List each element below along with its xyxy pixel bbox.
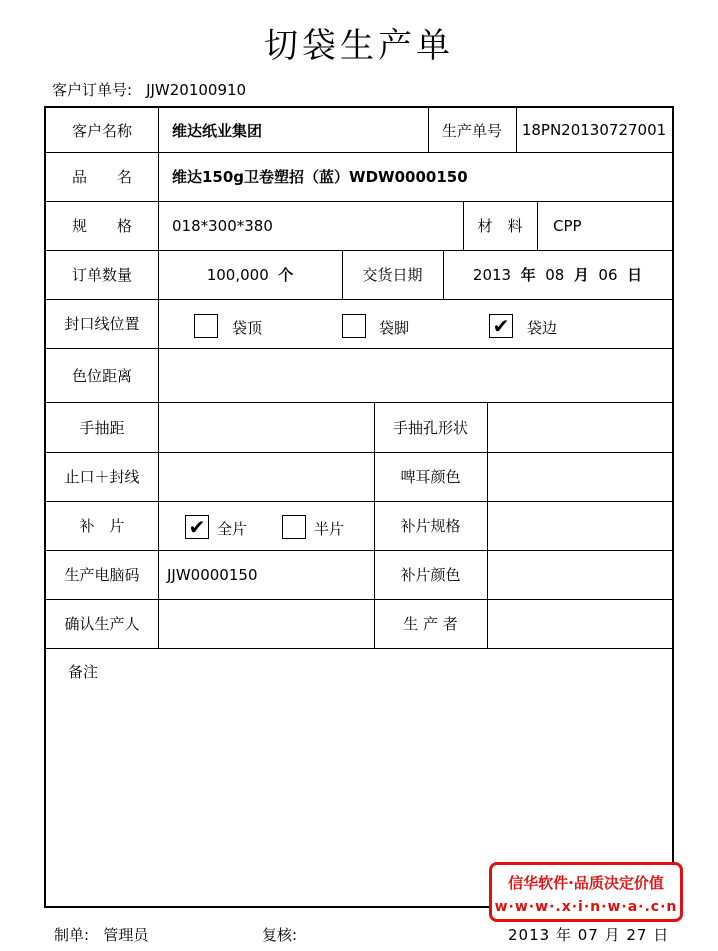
- option-side-label: 袋边: [527, 319, 558, 337]
- maker-value: 管理员: [103, 926, 149, 944]
- stamp-url: w·w·w·.x·i·n·w·a·.c·n: [494, 899, 678, 915]
- checkbox-bottom[interactable]: [342, 314, 366, 338]
- full-patch-label: 全片: [217, 520, 248, 538]
- stop-seal-label: 止口＋封线: [64, 468, 140, 486]
- handle-hole-shape-label: 手抽孔形状: [392, 418, 468, 437]
- year-unit: 年: [520, 266, 536, 284]
- delivery-year: 2013: [472, 265, 512, 284]
- spec-value: 018*300*380: [172, 216, 273, 235]
- stamp-slogan: 信华软件·品质决定价值: [508, 874, 664, 892]
- spec-label: 规 格: [71, 217, 132, 235]
- seal-position-label: 封口线位置: [64, 315, 140, 333]
- half-patch-label: 半片: [314, 520, 345, 538]
- production-no-value: 18PN20130727001: [521, 121, 667, 139]
- customer-name-value: 维达纸业集团: [172, 121, 263, 140]
- order-qty-value: [158, 250, 342, 299]
- software-watermark-stamp: [489, 862, 683, 922]
- checkbox-full-patch[interactable]: [185, 515, 209, 539]
- producer-label: 生 产 者: [403, 615, 458, 633]
- checkbox-top[interactable]: [194, 314, 218, 338]
- month-unit: 月: [573, 266, 589, 284]
- ear-color-label: 啤耳颜色: [400, 468, 461, 486]
- handle-distance-label: 手抽距: [79, 418, 125, 437]
- product-name-value: 维达150g卫卷塑招（蓝）WDW0000150: [172, 168, 468, 186]
- customer-name-label: 客户名称: [71, 121, 132, 140]
- patch-label: 补 片: [79, 517, 125, 535]
- product-name-label: 品 名: [71, 168, 132, 186]
- patch-color-label: 补片颜色: [400, 566, 461, 584]
- option-bottom-label: 袋脚: [379, 319, 410, 337]
- delivery-month: 08: [545, 265, 565, 284]
- page-title: 切袋生产单: [264, 26, 454, 66]
- computer-code-label: 生产电脑码: [64, 566, 140, 584]
- reviewer-label: 复核:: [262, 926, 298, 944]
- print-date: 2013 年 07 月 27 日: [508, 926, 670, 944]
- order-no-label: 客户订单号:: [52, 81, 133, 99]
- customer-order-no: [52, 79, 246, 100]
- computer-code-value: JJW0000150: [167, 565, 258, 584]
- material-value: CPP: [553, 216, 582, 235]
- qty-unit: 个: [278, 266, 294, 284]
- order-qty-label: 订单数量: [71, 266, 132, 284]
- delivery-day: 06: [598, 265, 618, 284]
- checkbox-half-patch[interactable]: [282, 515, 306, 539]
- delivery-date-value: [443, 250, 672, 299]
- maker: [54, 924, 148, 945]
- check-mark-icon: ✔: [492, 314, 510, 338]
- qty-number: 100,000: [206, 265, 269, 284]
- confirm-producer-label: 确认生产人: [64, 615, 140, 633]
- color-distance-label: 色位距离: [71, 366, 132, 385]
- checkbox-side[interactable]: [489, 314, 513, 338]
- option-top-label: 袋顶: [232, 319, 263, 337]
- maker-label: 制单:: [54, 926, 90, 944]
- production-form: [44, 106, 674, 908]
- notes-label: 备注: [68, 663, 99, 681]
- check-mark-icon: ✔: [188, 515, 206, 539]
- material-label: 材 料: [477, 217, 523, 235]
- day-unit: 日: [627, 266, 643, 284]
- order-no-value: JJW20100910: [146, 81, 247, 99]
- production-no-label: 生产单号: [441, 121, 502, 140]
- delivery-date-label: 交货日期: [362, 266, 423, 284]
- patch-spec-label: 补片规格: [400, 517, 461, 535]
